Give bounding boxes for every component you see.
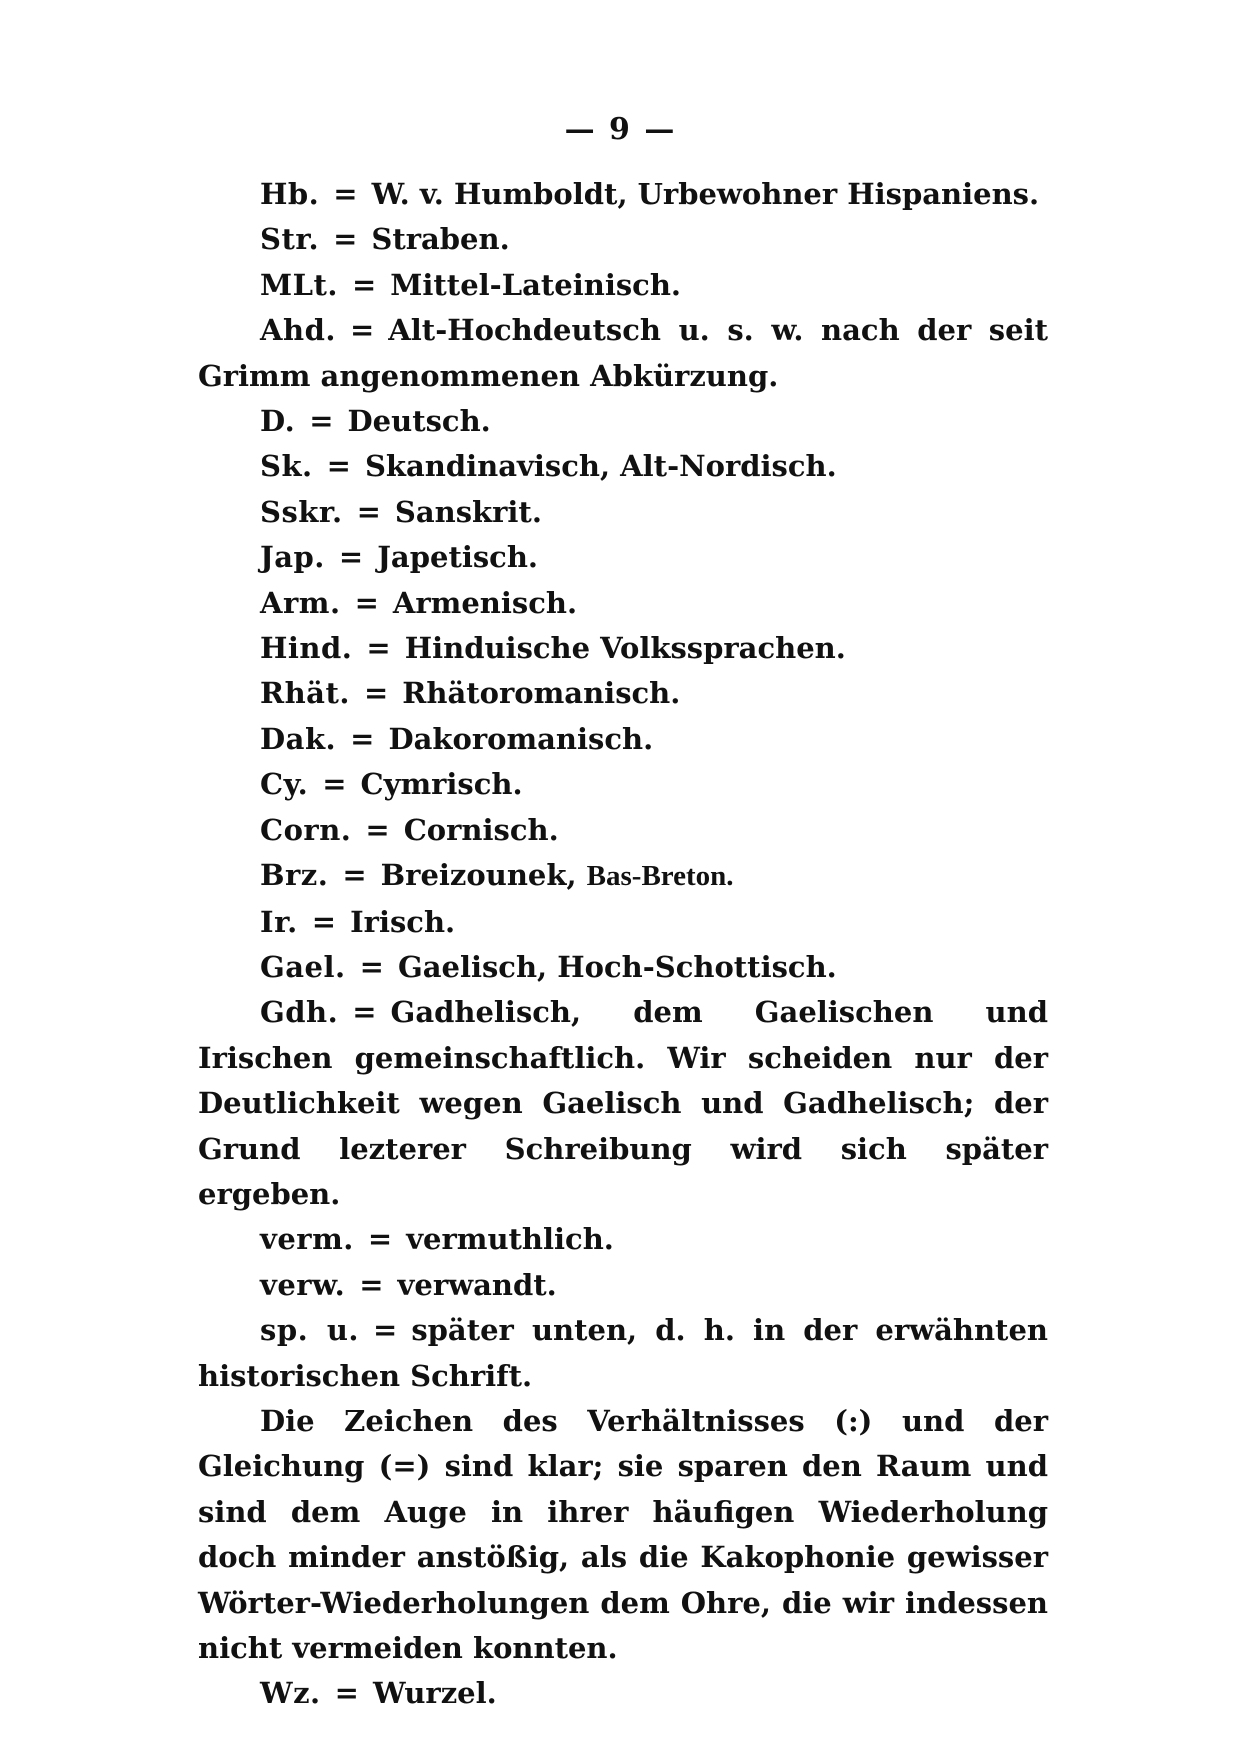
abbreviation: Gael. [260,949,346,984]
abbreviation: MLt. [260,267,338,302]
abbreviation: Cy. [260,767,309,802]
abbreviation-entry [198,945,1048,990]
abbreviation-entry [198,990,1048,1217]
abbreviation: verm. [260,1222,354,1257]
equals-sign: = [359,949,384,984]
abbreviation-meaning: Sanskrit. [394,494,542,529]
abbreviation-meaning: Gaelisch, Hoch-Schottisch. [397,949,837,984]
abbreviation-meaning: Dakoromanisch. [388,721,654,756]
abbreviation-entry [198,444,1048,489]
equals-sign: = [349,313,375,348]
abbreviation: Sskr. [260,494,343,529]
abbreviation-entry [198,490,1048,535]
equals-sign: = [352,995,377,1030]
abbreviation-meaning: Japetisch. [377,540,539,575]
abbreviation-meaning: Armenisch. [392,585,578,620]
abbreviation: Ir. [260,904,298,939]
abbreviation-meaning: Mittel-Lateinisch. [390,267,682,302]
equals-sign: = [338,540,364,575]
abbreviation: D. [260,404,296,439]
abbreviation-entry [198,399,1048,444]
abbreviation: sp. u. [260,1313,359,1348]
abbreviation-entry [198,671,1048,716]
equals-sign: = [359,1267,384,1302]
abbreviation-list [198,172,1048,1717]
abbreviation: Ahd. [260,313,336,348]
equals-sign: = [367,1222,393,1257]
abbreviation: Rhät. [260,676,350,711]
abbreviation-entry [198,762,1048,807]
equals-sign: = [366,631,391,666]
abbreviation: Str. [260,222,320,257]
abbreviation-entry [198,535,1048,580]
equals-sign: = [333,177,358,211]
equals-sign: = [365,812,390,847]
abbreviation-entry [198,263,1048,308]
abbreviation-entry [198,808,1048,853]
equals-sign: = [354,585,379,620]
abbreviation-meaning: Deutsch. [347,404,491,439]
abbreviation-entry [198,308,1048,399]
page-number: — 9 — [564,112,677,147]
abbreviation-meaning: Alt-Hochdeutsch u. s. w. nach der seit Grimm angenommenen Abkürzung. [198,313,1048,393]
abbreviation-meaning: Skandinavisch, Alt-Nordisch. [364,449,837,484]
abbreviation-entry [198,581,1048,626]
equals-sign: = [342,858,367,893]
abbreviation-entry [198,900,1048,945]
abbreviation-entry [198,1308,1048,1399]
abbreviation-meaning: W. v. Humboldt, Urbewohner Hispaniens. [371,177,1040,211]
abbreviation-entry [198,217,1048,262]
abbreviation-entry [198,1217,1048,1262]
equals-sign: = [309,404,334,439]
abbreviation: Hind. [260,631,353,666]
abbreviation-meaning: verwandt. [397,1267,557,1302]
abbreviation-meaning: Rhätoromanisch. [402,676,681,711]
abbreviation-meaning: Irisch. [350,904,456,939]
equals-sign: = [333,222,358,257]
abbreviation-meaning: Wurzel. [372,1676,497,1711]
equals-sign: = [326,449,351,484]
abbreviation-entry [198,853,1048,899]
equals-sign: = [363,676,389,711]
abbreviation-entry [198,717,1048,762]
equals-sign: = [373,1313,398,1348]
abbreviation: Brz. [260,858,329,893]
abbreviation-meaning: später unten, d. h. in der erwähnten historischen Schrift. [198,1313,1048,1393]
abbreviation: verw. [260,1267,346,1302]
explanatory-paragraph: Die Zeichen des Verhältnisses (:) und der Gleichung (=) sind klar; sie sparen den Raum und sind dem Auge in ihrer häufigen Wiederholung doch minder anstößig, als die Kakophonie gewisser Wörter-Wiederholungen dem Ohre, die wir indessen nicht vermeiden konnten. [198,1403,1048,1665]
abbreviation-meaning: Cornisch. [403,812,559,847]
abbreviation: Jap. [260,540,325,575]
abbreviation-meaning: Cymrisch. [360,767,523,802]
equals-sign: = [351,267,377,302]
abbreviation-meaning: Hinduische Volkssprachen. [404,631,846,666]
abbreviation: Hb. [260,177,320,211]
equals-sign: = [334,1676,359,1711]
equals-sign: = [356,494,381,529]
abbreviation-meaning-latin: Bas-Breton. [586,860,734,893]
abbreviation-meaning: Gadhelisch, dem Gaelischen und Irischen gemeinschaftlich. Wir scheiden nur der Deutlichkeit wegen Gaelisch und Gadhelisch; der Grund lezterer Schreibung wird sich später ergeben. [198,995,1048,1211]
abbreviation: Sk. [260,449,313,484]
abbreviation-entry [198,1671,1048,1716]
abbreviation-entry [198,626,1048,671]
abbreviation: Dak. [260,721,337,756]
abbreviation-meaning: vermuthlich. [406,1222,614,1257]
abbreviation-meaning: Straben. [371,222,510,257]
equals-sign: = [322,767,347,802]
abbreviation: Gdh. [260,995,339,1030]
abbreviation-entry [198,1263,1048,1308]
abbreviation-meaning: Breizounek, [380,858,577,893]
equals-sign: = [350,721,375,756]
abbreviation: Wz. [260,1676,321,1711]
equals-sign: = [311,904,337,939]
abbreviation: Corn. [260,812,352,847]
abbreviation: Arm. [260,585,341,620]
abbreviation-entry [198,172,1048,217]
